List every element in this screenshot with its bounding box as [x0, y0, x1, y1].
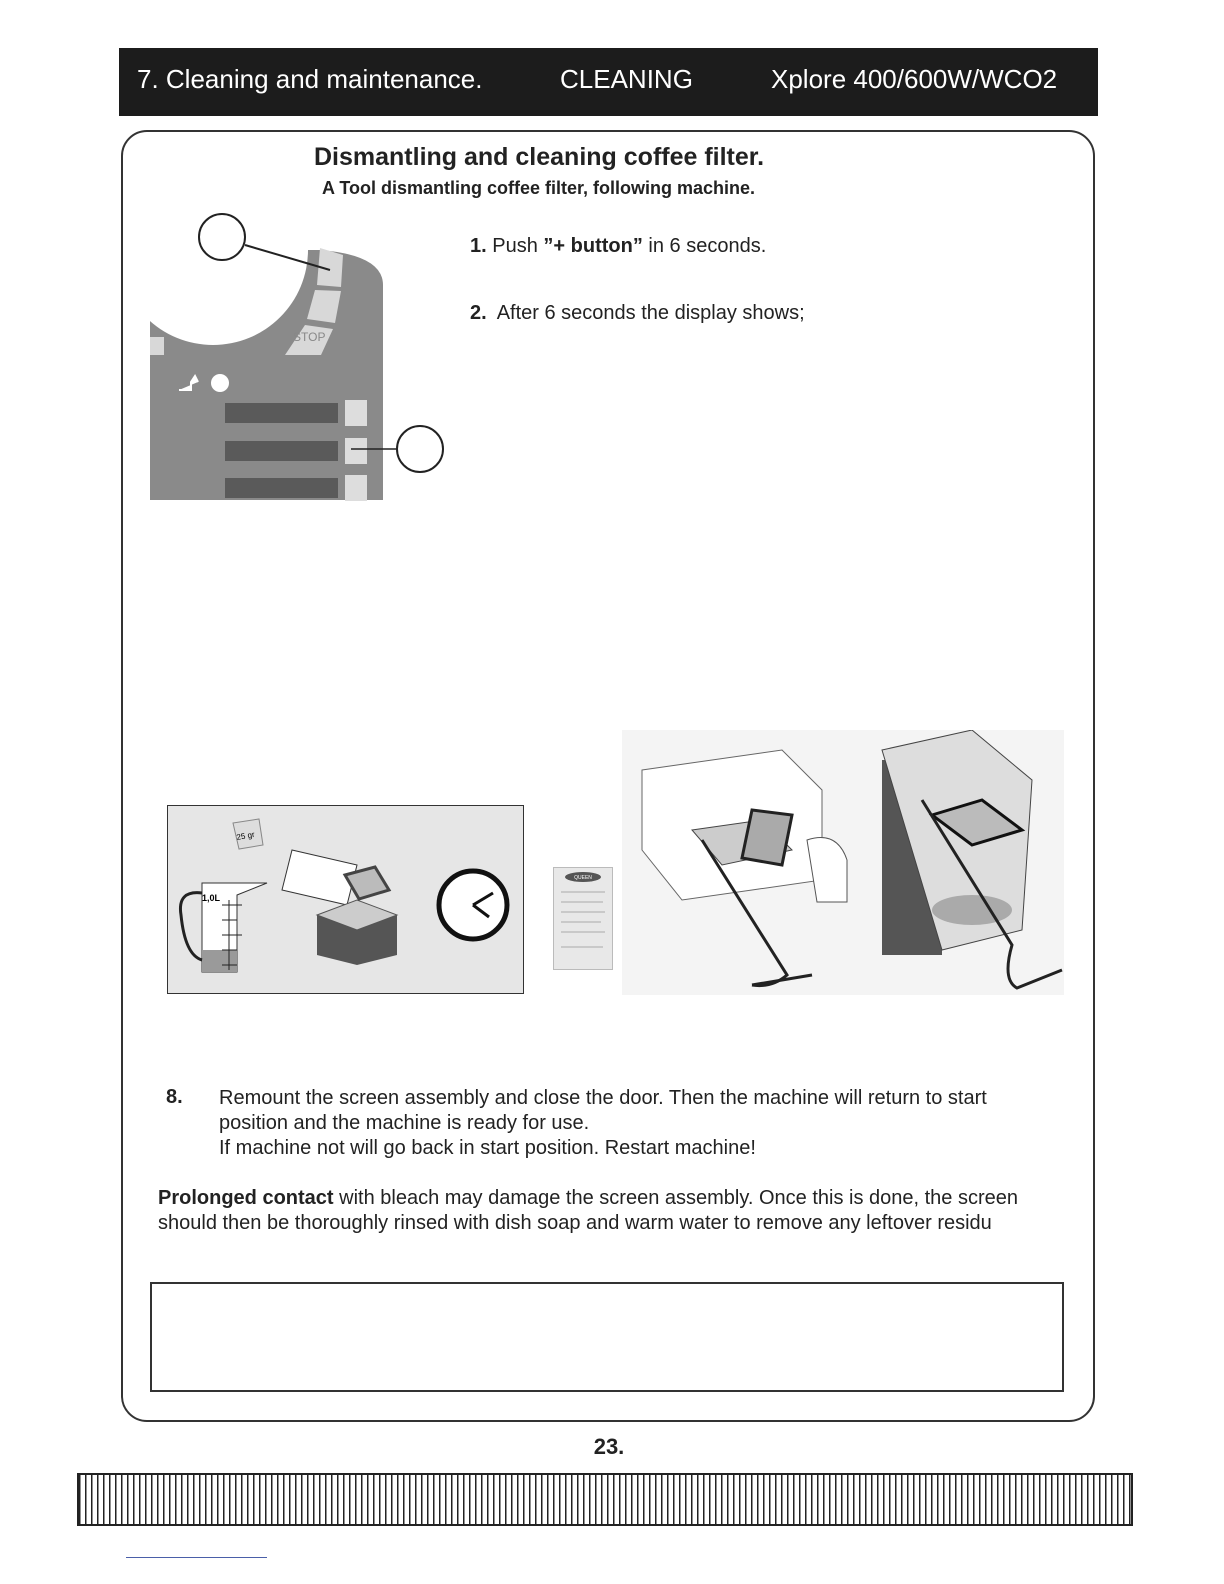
- step-text: Push: [492, 235, 544, 257]
- step-2: [470, 302, 805, 325]
- step-text: in 6 seconds.: [642, 235, 767, 257]
- warning-text: with bleach may damage the screen assembly. Once this is done, the screen should then be thoroughly rinsed with dish soap and warm water to remove any leftover residu: [158, 1187, 1019, 1234]
- topic-title: CLEANING: [560, 64, 693, 94]
- page-subtitle: A Tool dismantling coffee filter, following machine.: [322, 178, 756, 198]
- step-text: After 6 seconds the display shows;: [496, 302, 805, 324]
- step-number: 1.: [470, 235, 487, 257]
- step-number: 2.: [470, 302, 487, 324]
- soaking-illustration: [167, 805, 524, 994]
- step-1: [470, 235, 766, 258]
- powder-label: 25 gr: [235, 829, 256, 842]
- step-8-number: 8.: [166, 1086, 183, 1108]
- model-title: Xplore 400/600W/WCO2: [771, 64, 1058, 94]
- step-text: Remount the screen assembly and close the door. Then the machine will return to start position and the machine is ready for use.: [219, 1087, 987, 1134]
- section-title: 7. Cleaning and maintenance.: [137, 64, 483, 94]
- page-number: 23.: [593, 1434, 625, 1459]
- section-header-bar: [119, 48, 1098, 116]
- packet-brand: QUEEN: [574, 875, 592, 881]
- warning-paragraph: [158, 1186, 1063, 1236]
- cleaning-packet-illustration: [553, 867, 613, 970]
- page-title: Dismantling and cleaning coffee filter.: [314, 143, 765, 171]
- stop-label: STOP: [293, 330, 326, 344]
- footer-striped-bar: [77, 1473, 1133, 1526]
- step-8: [219, 1086, 1059, 1161]
- jug-label: 1,0L: [202, 893, 221, 903]
- step-text: If machine not will go back in start position. Restart machine!: [219, 1137, 756, 1159]
- empty-note-box: [150, 1282, 1064, 1392]
- button-reference: ”+ button”: [543, 235, 643, 257]
- footer-line: [126, 1557, 267, 1558]
- filter-removal-illustration: [622, 730, 1064, 995]
- warning-emphasis: Prolonged contact: [158, 1187, 334, 1209]
- control-panel-illustration: [145, 205, 450, 505]
